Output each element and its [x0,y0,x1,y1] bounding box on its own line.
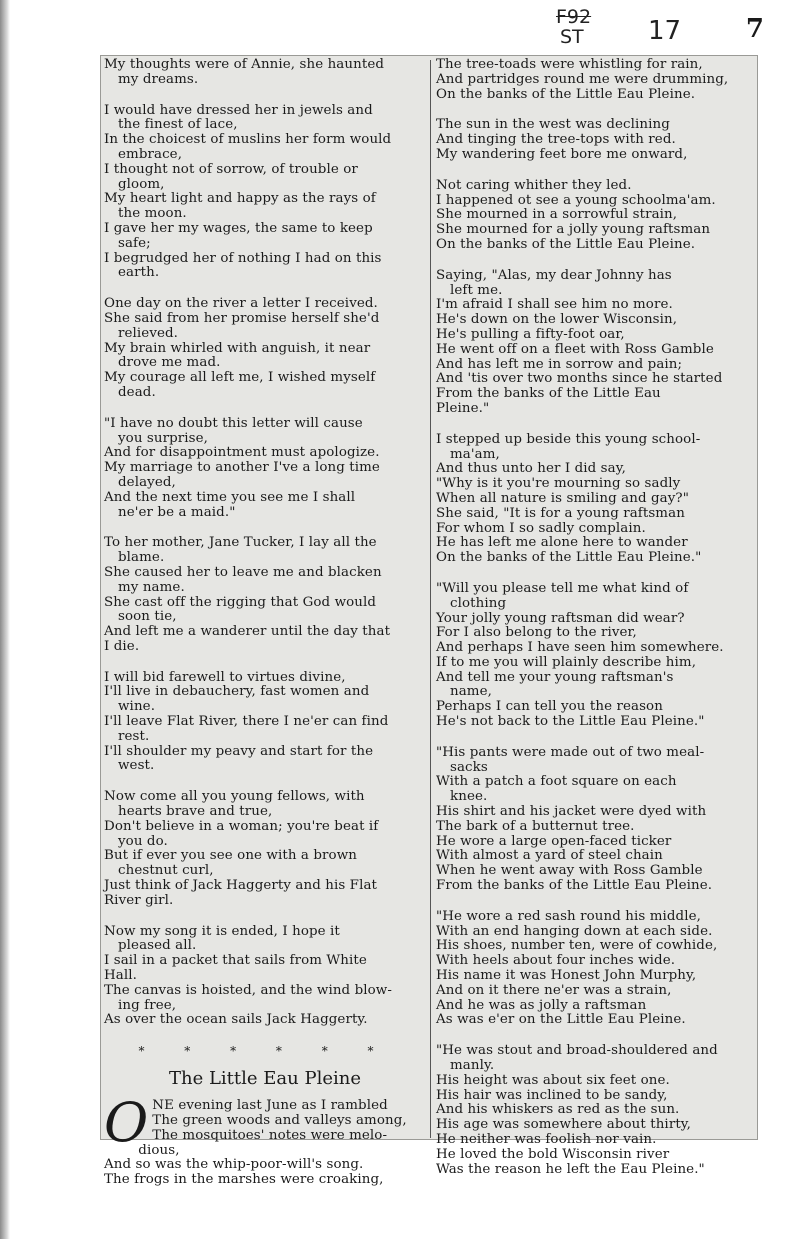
verse-line: And thus unto her I did say, [436,461,626,477]
verse-line: On the banks of the Little Eau Pleine. [436,236,696,252]
verse-line: knee. [450,789,488,805]
verse-line: With an end hanging down at each side. [436,923,713,939]
verse-line: the finest of lace, [118,117,238,133]
verse-line: left me. [450,282,503,298]
verse-line: She said, "It is for a young raftsman [436,505,685,521]
verse-line: He's not back to the Little Eau Pleine." [436,714,705,730]
verse-line: My courage all left me, I wished myself [104,370,376,386]
verse-line: My brain whirled with anguish, it near [104,340,371,356]
verse-line: The mosquitoes' notes were melo- [152,1127,388,1143]
verse-line: And tinging the tree-tops with red. [436,132,676,148]
verse-line: For whom I so sadly complain. [436,520,646,536]
right-column [436,58,754,1193]
verse-line: She caused her to leave me and blacken [104,564,382,580]
verse-line: His hair was inclined to be sandy, [436,1087,668,1103]
verse-line: I die. [104,638,140,654]
verse-line: "He wore a red sash round his middle, [436,908,701,924]
verse-line: safe; [118,235,151,251]
verse-line: rest. [118,728,150,744]
verse-line: Perhaps I can tell you the reason [436,699,663,715]
verse-line: wine. [118,699,156,715]
column-divider [430,60,431,1138]
verse-line: I will bid farewell to virtues divine, [104,669,346,685]
verse-line: I begrudged her of nothing I had on this [104,250,382,266]
verse-line: She cast off the rigging that God would [104,594,377,610]
verse-line: my name. [118,579,185,595]
verse-line: And on it there ne'er was a strain, [436,982,672,998]
stanza [104,417,426,521]
stanza [436,582,754,730]
stanza [436,118,754,162]
verse-line: From the banks of the Little Eau [436,386,661,402]
verse-line: To her mother, Jane Tucker, I lay all the [104,535,377,551]
stanza [436,910,754,1028]
verse-line: His name it was Honest John Murphy, [436,968,697,984]
verse-line: chestnut curl, [118,863,214,879]
verse-line: And he was as jolly a raftsman [436,997,647,1013]
verse-line: The green woods and valleys among, [152,1113,407,1129]
verse-line: He went off on a fleet with Ross Gamble [436,341,714,357]
verse-line: For I also belong to the river, [436,625,637,641]
verse-line: With almost a yard of steel chain [436,848,663,864]
opening-rest: evening last June as I rambled [173,1098,388,1114]
stanza [436,58,754,102]
opening-first-line [104,1099,426,1114]
verse-line: My thoughts were of Annie, she haunted [104,57,385,72]
verse-line: Saying, "Alas, my dear Johnny has [436,267,672,283]
verse-line: I gave her my wages, the same to keep [104,220,373,236]
verse-line: Now come all you young fellows, with [104,789,365,805]
page-number: 7 [745,14,764,44]
verse-line: I'm afraid I shall see him no more. [436,297,673,313]
verse-line: soon tie, [118,609,177,625]
verse-line: With heels about four inches wide. [436,953,676,969]
verse-line: I sail in a packet that sails from White [104,953,367,969]
handwritten-number: 17 [648,16,682,46]
verse-line: On the banks of the Little Eau Pleine." [436,550,702,566]
page-edge [0,0,10,1239]
verse-line: Pleine." [436,400,490,416]
verse-line: As was e'er on the Little Eau Pleine. [436,1012,686,1028]
poem-title: The Little Eau Pleine [169,1068,361,1090]
verse-line: gloom, [118,176,165,192]
verse-line: "I have no doubt this letter will cause [104,415,363,431]
verse-line: Not caring whither they led. [436,177,632,193]
stanza [104,790,426,908]
poem-opening [104,1091,426,1188]
verse-line: relieved. [118,325,179,341]
stanza [104,536,426,654]
verse-line: He's pulling a fifty-foot oar, [436,326,625,342]
verse-line: drove me mad. [118,355,221,371]
verse-line: One day on the river a letter I received. [104,296,378,312]
verse-line: And partridges round me were drumming, [436,71,729,87]
stanza [104,104,426,282]
verse-line: The bark of a butternut tree. [436,818,635,834]
verse-line: On the banks of the Little Eau Pleine. [436,86,696,102]
drop-cap: O [104,1091,149,1155]
section-ornament: * * * * * * [138,1044,392,1059]
verse-line: I thought not of sorrow, of trouble or [104,161,358,177]
verse-line: blame. [118,550,165,566]
verse-line: And for disappointment must apologize. [104,445,380,461]
verse-line: With a patch a foot square on each [436,774,677,790]
jack-haggerty-verses [104,58,426,1028]
opening-lines [104,1114,426,1188]
opening-lead: NE [152,1098,174,1114]
verse-line: And tell me your young raftsman's [436,669,674,685]
verse-line: And perhaps I have seen him somewhere. [436,640,724,656]
verse-line: dious, [138,1142,180,1158]
verse-line: He loved the bold Wisconsin river [436,1146,670,1162]
verse-line: hearts brave and true, [118,804,273,820]
handwritten-code-suffix: ST [560,26,584,48]
verse-line: And left me a wanderer until the day that [104,624,391,640]
verse-line: The sun in the west was declining [436,117,670,133]
verse-line: "His pants were made out of two meal- [436,744,705,760]
verse-line: He neither was foolish nor vain. [436,1132,657,1147]
verse-line: He's down on the lower Wisconsin, [436,312,678,328]
verse-line: She said from her promise herself she'd [104,310,380,326]
verse-line: He has left me alone here to wander [436,535,688,551]
verse-line: clothing [450,595,507,611]
verse-line: She mourned for a jolly young raftsman [436,222,711,238]
verse-line: delayed, [118,474,176,490]
verse-line: Hall. [104,968,137,984]
verse-line: My wandering feet bore me onward, [436,146,688,162]
verse-line: I happened ot see a young schoolma'am. [436,192,716,208]
verse-line: I'll live in debauchery, fast women and [104,684,370,700]
stanza [436,179,754,253]
verse-line: And 'tis over two months since he started [436,371,723,387]
verse-line: And so was the whip-poor-will's song. [104,1157,364,1173]
verse-line: sacks [450,759,488,775]
verse-line: Now my song it is ended, I hope it [104,923,340,939]
stanza [436,433,754,566]
verse-line: Was the reason he left the Eau Pleine." [436,1161,705,1177]
stanza [104,297,426,401]
verse-line: the moon. [118,206,187,222]
verse-line: But if ever you see one with a brown [104,848,357,864]
verse-line: He wore a large open-faced ticker [436,833,672,849]
verse-line: From the banks of the Little Eau Pleine. [436,878,713,894]
verse-line: west. [118,758,155,774]
verse-line: ma'am, [450,446,500,462]
verse-line: I would have dressed her in jewels and [104,102,373,118]
verse-line: In the choicest of muslins her form would [104,132,392,148]
verse-line: She mourned in a sorrowful strain, [436,207,678,223]
verse-line: The canvas is hoisted, and the wind blow- [104,982,392,998]
verse-line: ing free, [118,997,177,1013]
verse-line: I stepped up beside this young school- [436,431,701,447]
verse-line: My heart light and happy as the rays of [104,191,376,207]
little-eau-pleine-verses [436,58,754,1177]
verse-line: Don't believe in a woman; you're beat if [104,818,379,834]
verse-line: As over the ocean sails Jack Haggerty. [104,1012,368,1028]
verse-line: my dreams. [118,71,199,87]
verse-line: dead. [118,384,156,400]
verse-line: The tree-toads were whistling for rain, [436,57,703,72]
stanza [436,746,754,894]
verse-line: I'll leave Flat River, there I ne'er can find [104,714,389,730]
verse-line: earth. [118,265,160,281]
verse-line: "Why is it you're mourning so sadly [436,476,681,492]
verse-line: River girl. [104,892,174,908]
verse-line: If to me you will plainly describe him, [436,654,697,670]
verse-line: pleased all. [118,938,197,954]
verse-line: And has left me in sorrow and pain; [436,356,683,372]
verse-line: His shoes, number ten, were of cowhide, [436,938,718,954]
verse-line: My marriage to another I've a long time [104,460,380,476]
verse-line: When all nature is smiling and gay?" [436,490,689,506]
verse-line: And the next time you see me I shall [104,489,356,505]
stanza [436,1044,754,1177]
verse-line: "Will you please tell me what kind of [436,580,689,596]
verse-line: Your jolly young raftsman did wear? [436,610,685,626]
verse-line: embrace, [118,146,183,162]
verse-line: When he went away with Ross Gamble [436,863,703,879]
stanza [104,671,426,775]
stanza [104,58,426,88]
verse-line: name, [450,684,492,700]
verse-line: His age was somewhere about thirty, [436,1117,692,1133]
verse-line: ne'er be a maid." [118,504,236,520]
verse-line: "He was stout and broad-shouldered and [436,1043,718,1059]
verse-line: you surprise, [118,430,209,446]
left-column [104,58,426,1188]
verse-line: Just think of Jack Haggerty and his Flat [104,878,378,894]
stanza [436,269,754,417]
verse-line: manly. [450,1058,495,1074]
verse-line: I'll shoulder my peavy and start for the [104,743,374,759]
stanza [104,925,426,1029]
verse-line: you do. [118,833,168,849]
verse-line: And his whiskers as red as the sun. [436,1102,680,1118]
verse-line: The frogs in the marshes were croaking, [104,1172,384,1188]
verse-line: His height was about six feet one. [436,1072,670,1088]
verse-line: His shirt and his jacket were dyed with [436,804,707,820]
handwritten-code: F92 [556,6,592,28]
